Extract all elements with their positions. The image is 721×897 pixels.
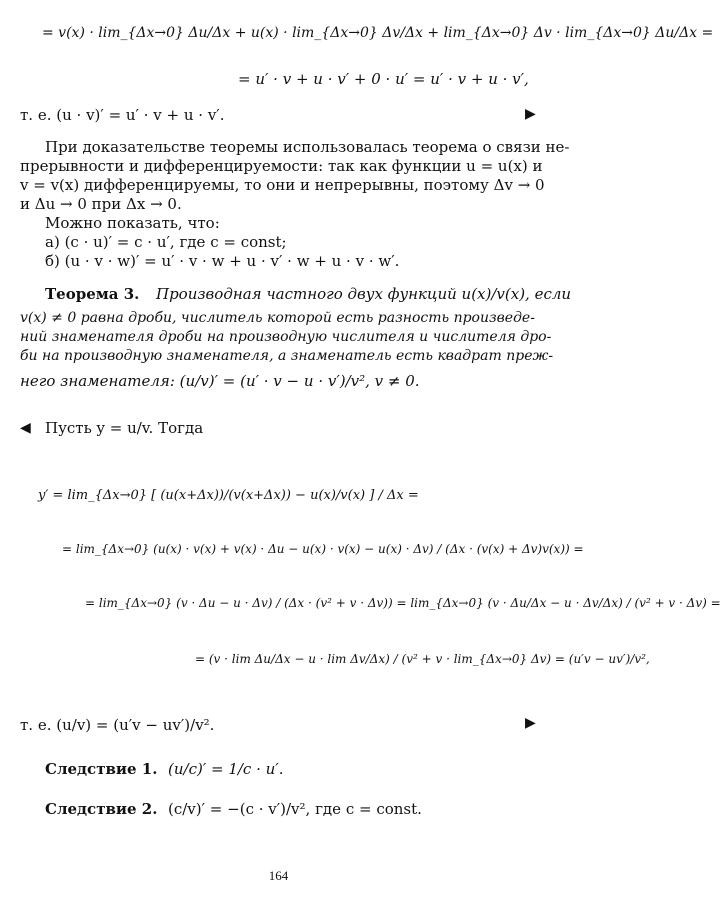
formula-line-2: = u′ · v + u · v′ + 0 · u′ = u′ · v + u · v′, xyxy=(238,70,529,88)
theorem-line-3: ний знаменателя дроби на производную числителя и числителя дро- xyxy=(20,329,552,345)
proof-paragraph-line-3: v = v(x) дифференцируемы, то они и непрерывны, поэтому Δv → 0 xyxy=(20,176,545,194)
corollary-1-formula: (u/c)′ = 1/c · u′. xyxy=(168,760,284,778)
end-of-proof-marker-2: ▶ xyxy=(525,715,536,731)
derivation-line-4: = (v · lim Δu/Δx − u · lim Δv/Δx) / (v² + v · lim_{Δx→0} Δv) = (u′v − uv′)/v², xyxy=(195,652,650,666)
can-show-text: Можно показать, что: xyxy=(45,214,220,232)
corollary-2-formula: (c/v)′ = −(c · v′)/v², где c = const. xyxy=(168,800,422,818)
start-of-proof-marker: ◀ xyxy=(20,420,31,436)
derivation-line-1: y′ = lim_{Δx→0} [ (u(x+Δx))/(v(x+Δx)) − u(x)/v(x) ] / Δx = xyxy=(38,488,419,503)
theorem-label: Теорема 3. xyxy=(45,285,140,303)
result-line: т. е. (u/v) = (u′v − uv′)/v². xyxy=(20,716,215,734)
proof-paragraph-line-1: При доказательстве теоремы использовалась теорема о связи не- xyxy=(45,138,570,156)
proof-paragraph-line-2: прерывности и дифференцируемости: так как функции u = u(x) и xyxy=(20,157,543,175)
theorem-line-2: v(x) ≠ 0 равна дроби, числитель которой есть разность произведе- xyxy=(20,310,535,326)
corollary-1-label: Следствие 1. xyxy=(45,760,158,778)
item-b: б) (u · v · w)′ = u′ · v · w + u · v′ · w + u · v · w′. xyxy=(45,252,400,270)
theorem-line-1: Производная частного двух функций u(x)/v(x), если xyxy=(156,285,572,303)
formula-line-3: т. е. (u · v)′ = u′ · v + u · v′. xyxy=(20,106,225,124)
page-number: 164 xyxy=(268,868,289,883)
derivation-line-2: = lim_{Δx→0} (u(x) · v(x) + v(x) · Δu − u(x) · v(x) − u(x) · Δv) / (Δx · (v(x) + Δv)v(x)) = xyxy=(62,542,584,556)
formula-line-1: = v(x) · lim_{Δx→0} Δu/Δx + u(x) · lim_{Δx→0} Δv/Δx + lim_{Δx→0} Δv · lim_{Δx→0} Δu/Δx = xyxy=(42,25,714,41)
corollary-2-label: Следствие 2. xyxy=(45,800,158,818)
proof-paragraph-line-4: и Δu → 0 при Δx → 0. xyxy=(20,195,182,213)
theorem-line-4: би на производную знаменателя, а знаменатель есть квадрат преж- xyxy=(20,348,554,364)
item-a: а) (c · u)′ = c · u′, где c = const; xyxy=(45,233,287,251)
end-of-proof-marker: ▶ xyxy=(525,106,536,122)
theorem-line-5: него знаменателя: (u/v)′ = (u′ · v − u · v′)/v², v ≠ 0. xyxy=(20,372,420,390)
derivation-line-3: = lim_{Δx→0} (v · Δu − u · Δv) / (Δx · (v² + v · Δv)) = lim_{Δx→0} (v · Δu/Δx − u · Δv/Δx) / (v² + v · Δv) = xyxy=(85,596,721,610)
proof-start-text: Пусть y = u/v. Тогда xyxy=(45,419,204,437)
